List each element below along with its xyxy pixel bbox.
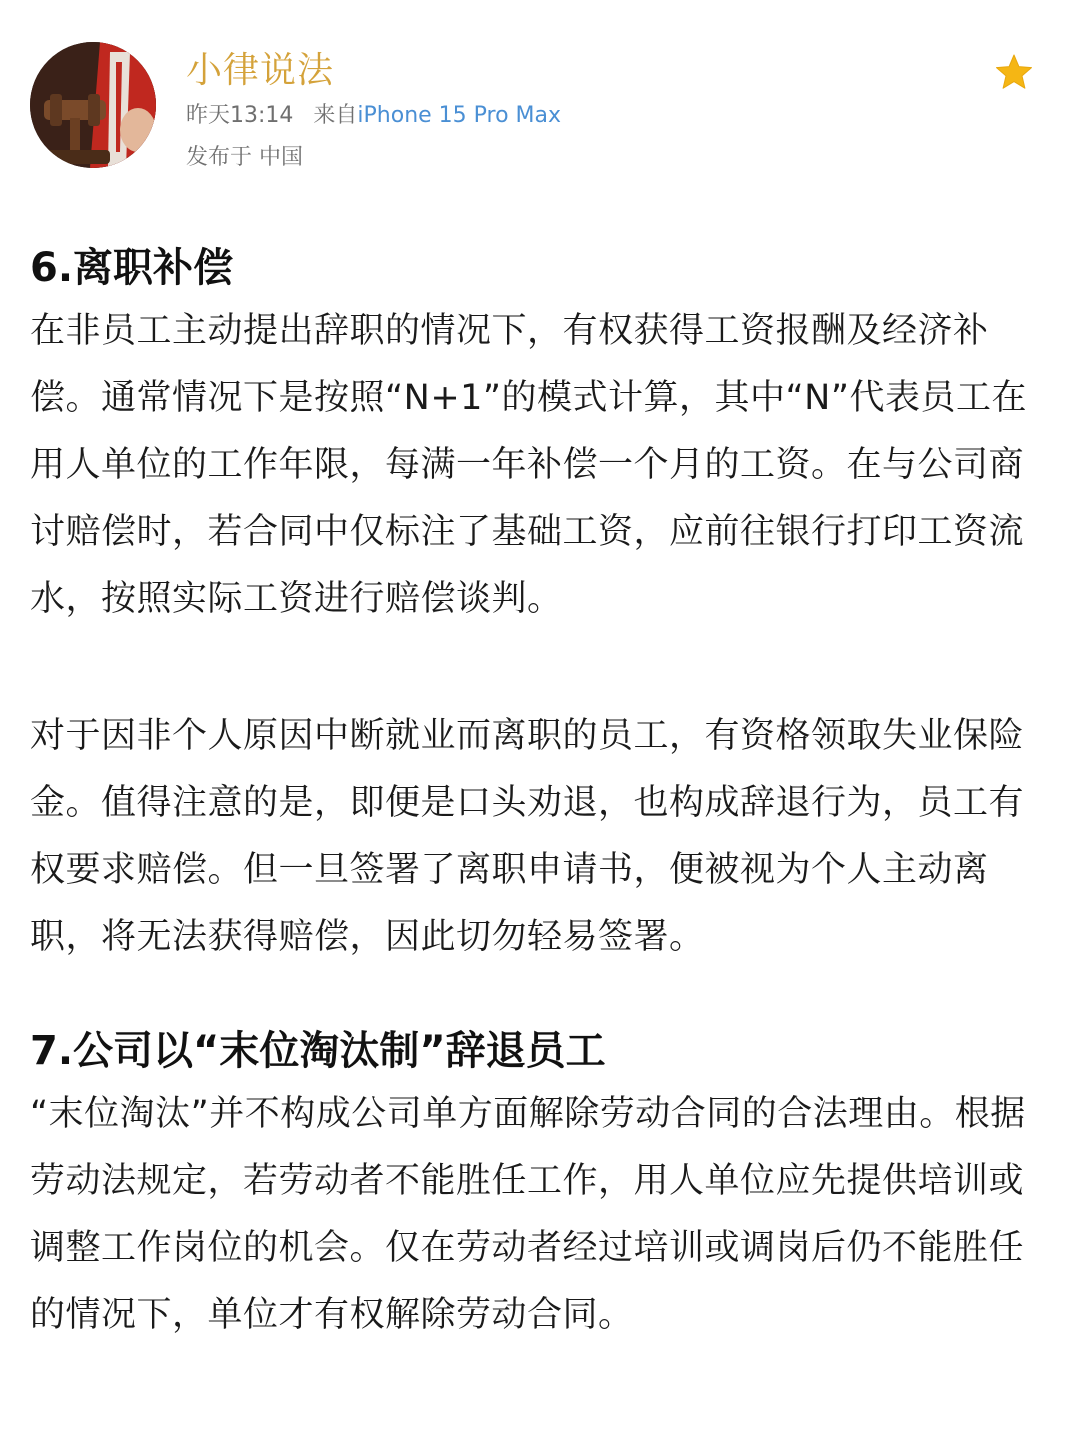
avatar[interactable] (30, 42, 156, 168)
section-title: 7.公司以“末位淘汰制”辞退员工 (30, 1028, 606, 1074)
post-location: 发布于 中国 (186, 145, 303, 170)
paragraph: 对于因非个人原因中断就业而离职的员工，有资格领取失业保险金。值得注意的是，即便是口头劝退，也构成辞退行为，员工有权要求赔偿。但一旦签署了离职申请书，便被视为个人主动离职，将无法获得赔偿，因此切勿轻易签署。 (30, 716, 1025, 957)
username[interactable]: 小律说法 (186, 50, 335, 91)
gavel-avatar-image (30, 42, 156, 168)
post-meta (186, 98, 561, 129)
post-header (0, 0, 1080, 190)
paragraph: “末位淘汰”并不构成公司单方面解除劳动合同的合法理由。根据劳动法规定，若劳动者不能胜任工作，用人单位应先提供培训或调整工作岗位的机会。仅在劳动者经过培训或调岗后仍不能胜任的情况下，单位才有权解除劳动合同。 (30, 1094, 1026, 1335)
article-body (30, 238, 1050, 1349)
post-time: 昨天13:14 (186, 103, 294, 128)
section-title: 6.离职补偿 (30, 245, 234, 291)
paragraph: 在非员工主动提出辞职的情况下，有权获得工资报酬及经济补偿。通常情况下是按照“N+1”的模式计算，其中“N”代表员工在用人单位的工作年限，每满一年补偿一个月的工资。在与公司商讨赔偿时，若合同中仅标注了基础工资，应前往银行打印工资流水，按照实际工资进行赔偿谈判。 (30, 311, 1027, 619)
device-name[interactable]: iPhone 15 Pro Max (357, 103, 562, 128)
star-icon[interactable] (994, 52, 1034, 92)
source-prefix: 来自 (313, 103, 358, 128)
